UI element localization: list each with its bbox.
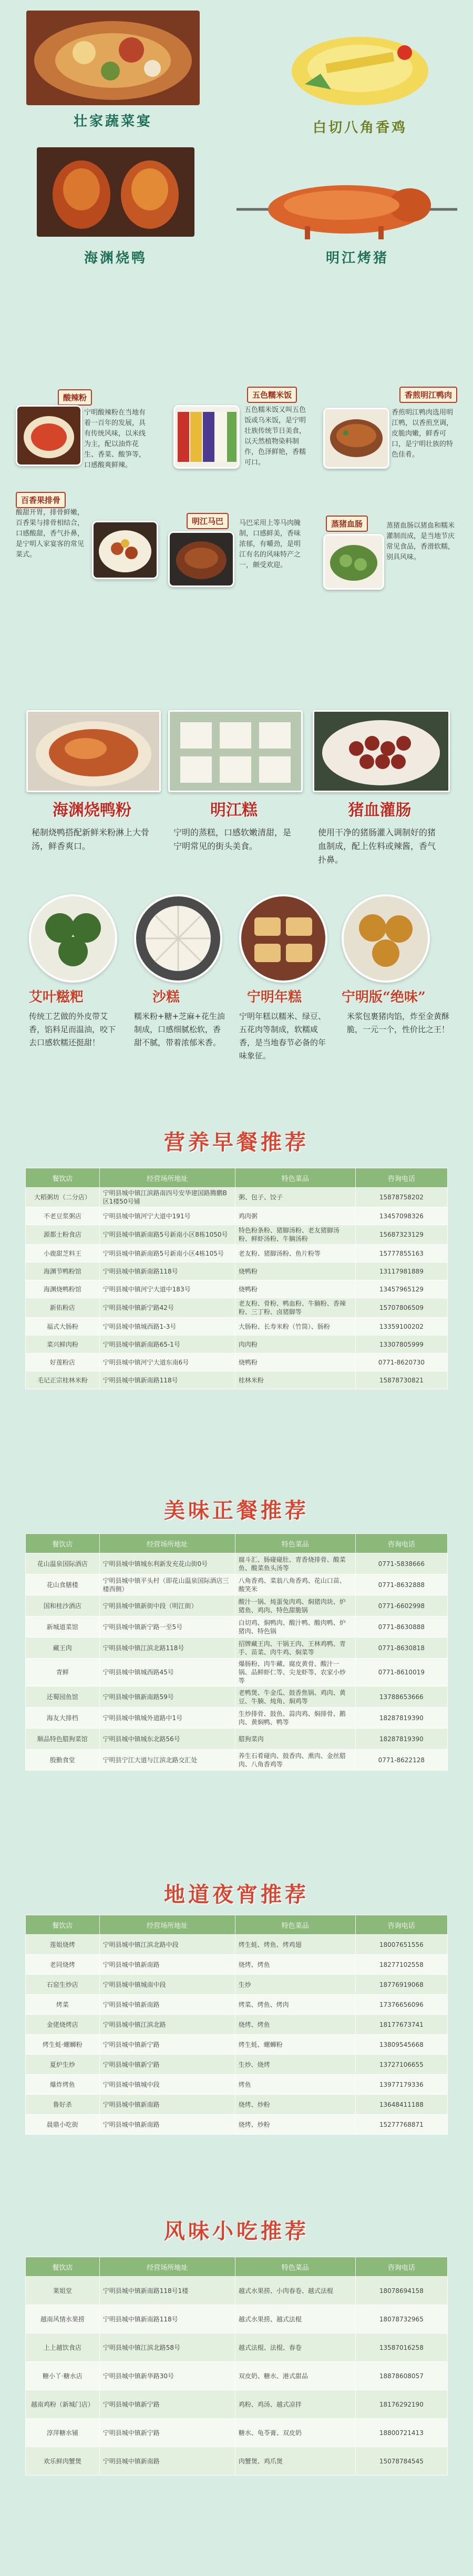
table-row [26, 1686, 448, 1708]
restaurant-dishes: 烤生蚝、烤鱼、烤鸡翅 [235, 1935, 355, 1955]
photo-roast-pig [236, 174, 457, 242]
restaurant-name: 大稻粥坊（二分店） [26, 1188, 100, 1207]
table-row [26, 1371, 448, 1389]
restaurant-address: 宁明县城中镇新宁路 [99, 2419, 235, 2447]
dish-desc: 香煎明江鸭肉选用明江鸭，以香煎烹调，皮脆肉嫩，鲜香可口，是宁明壮族的特色佳肴。 [392, 409, 454, 459]
food-desc: 传统工艺做的外皮带艾香，馅料足而温油，咬下去口感软糯还挺甜！ [29, 1012, 116, 1047]
photo-chicken [273, 21, 447, 110]
restaurant-phone: 13809545668 [355, 2035, 447, 2055]
restaurant-address: 宁明县城中镇江滨北路118号 [99, 1638, 235, 1659]
restaurant-name: 海渊烧鸭粉馆 [26, 1280, 100, 1298]
restaurant-dishes: 鸡肉粥 [235, 1207, 355, 1225]
restaurant-address: 宁明县城中镇新华路30号 [99, 2362, 235, 2390]
restaurant-name: 烤生蚝·螺蛳粉 [26, 2035, 100, 2055]
restaurant-address: 宁明县城中镇江滨路南四号安华建国路腾鹏B区1楼50号铺 [99, 1188, 235, 1207]
table-row [26, 2390, 448, 2419]
table-row [26, 2015, 448, 2035]
restaurant-dishes: 腊狗菜肉 [235, 1729, 355, 1750]
dish-caption: 海渊烧鸭 [84, 250, 147, 266]
restaurant-dishes: 烧烤、烤鱼 [235, 2015, 355, 2035]
restaurant-phone: 15878758202 [355, 1188, 447, 1207]
dish-tag: 明江马巴 [187, 513, 229, 529]
restaurant-phone: 18776919068 [355, 1975, 447, 1995]
column-header: 餐饮店 [26, 1534, 100, 1553]
restaurant-dishes: 烧鸭粉 [235, 1262, 355, 1280]
dish-desc: 蒸猪血肠以猪血和糯米灌制而成，是当地节庆常见食品，香滑软糯，别具风味。 [386, 522, 455, 561]
table-row [26, 2447, 448, 2476]
restaurant-dishes: 烧鸭粉 [235, 1280, 355, 1298]
restaurant-address: 宁明县城中镇新南路 [99, 2447, 235, 2476]
restaurant-dishes: 烤鱼 [235, 2075, 355, 2095]
restaurant-address: 宁明县城中镇新宁路42号 [99, 1298, 235, 1318]
restaurant-address: 宁明县城中镇新南路59号 [99, 1686, 235, 1708]
restaurant-dishes: 八角香鸡、菜翁八角香鸡、花山口苗、酸笑米 [235, 1574, 355, 1595]
snack-photo [26, 710, 161, 792]
column-header: 经营场所地址 [99, 1534, 235, 1553]
restaurant-phone: 17376656096 [355, 1995, 447, 2015]
restaurant-address: 宁明县城中镇江滨北路中段 [99, 1935, 235, 1955]
section-title: 美味正餐推荐 [164, 1499, 309, 1523]
restaurant-phone: 18078732965 [355, 2305, 447, 2333]
restaurant-address: 宁明县城中镇河宁大道东南6号 [99, 1353, 235, 1371]
restaurant-phone: 18176292190 [355, 2390, 447, 2419]
table-row [26, 1659, 448, 1686]
restaurant-name: 爆炸烤鱼 [26, 2075, 100, 2095]
table-row [26, 1995, 448, 2015]
restaurant-name: 殷勤食堂 [26, 1750, 100, 1771]
column-header: 咨询电话 [355, 1915, 447, 1935]
food-photo [134, 894, 222, 983]
restaurant-address: 宁明县城中镇城南中段 [99, 1975, 235, 1995]
restaurant-phone: 13457098326 [355, 1207, 447, 1225]
restaurant-dishes: 桂林米粉 [235, 1371, 355, 1389]
restaurant-address: 宁明县城中镇河宁大道中191号 [99, 1207, 235, 1225]
restaurant-name: 青鲜 [26, 1659, 100, 1686]
column-header: 经营场所地址 [99, 1915, 235, 1935]
food-title: 沙糕 [152, 989, 180, 1005]
restaurant-address: 宁明县宁江大道与江滨北路交汇处 [99, 1750, 235, 1771]
dish-caption: 白切八角香鸡 [312, 120, 407, 136]
restaurant-address: 宁明县城中镇新南路65-1号 [99, 1336, 235, 1353]
food-photo [342, 894, 430, 983]
column-header: 咨询电话 [355, 1534, 447, 1553]
snack-desc: 秘制烧鸭搭配新鲜米粉淋上大骨汤，鲜香爽口。 [32, 827, 150, 851]
table-row [26, 1617, 448, 1638]
restaurant-address: 宁明县城中镇新宁路 [99, 2035, 235, 2055]
column-header: 经营场所地址 [99, 1168, 235, 1188]
dish-thumb [168, 531, 234, 587]
restaurant-dishes: 大肠粉、长寿米粉（竹筒）、肠粉 [235, 1318, 355, 1336]
restaurant-address: 宁明县城中镇新南路118号 [99, 1262, 235, 1280]
snack-title: 猪血灌肠 [348, 801, 412, 820]
restaurant-address: 宁明县城中镇城西路1-3号 [99, 1318, 235, 1336]
dish-desc: 马巴采用上等马肉腌制，口感鲜美，香味浓郁，有嚼劲，是明江有名的风味特产之一，颇受欢迎。 [239, 519, 301, 569]
restaurant-name: 鲁好杀 [26, 2095, 100, 2115]
restaurant-name: 毛记正宗桂林米粉 [26, 1371, 100, 1389]
restaurant-address: 宁明县城中镇新南路5号新南小区8栋1050号 [99, 1225, 235, 1245]
table-row [26, 1750, 448, 1771]
dish-caption: 明江烤猪 [325, 250, 389, 266]
restaurant-name: 烤菜 [26, 1995, 100, 2015]
table-row [26, 2095, 448, 2115]
restaurant-dishes: 老友粉、猪脚汤粉、鱼片粉等 [235, 1245, 355, 1262]
dish-tag: 百香果排骨 [16, 492, 66, 508]
table-row [26, 1975, 448, 1995]
restaurant-name: 夏炉生炒 [26, 2055, 100, 2075]
restaurant-address: 宁明县城中镇平头村（即花山温泉国际酒店三楼西侧） [99, 1574, 235, 1595]
restaurant-dishes: 生炒 [235, 1975, 355, 1995]
photo-zhuangjia-feast [26, 11, 200, 105]
table-row [26, 1245, 448, 1262]
column-header: 特色菜品 [235, 2257, 355, 2277]
restaurant-name: 花山食膳楼 [26, 1574, 100, 1595]
restaurant-address: 宁明县城中镇新街中段（明江街） [99, 1595, 235, 1617]
restaurant-name: 海友大排档 [26, 1708, 100, 1729]
food-photo [239, 894, 327, 983]
restaurant-phone: 0771-8630888 [355, 1617, 447, 1638]
restaurant-address: 宁明县城中镇江滨北路 [99, 2015, 235, 2035]
dish-thumb [173, 405, 240, 469]
restaurant-phone: 0771-6602998 [355, 1595, 447, 1617]
restaurant-dishes: 肉蟹煲、鸡爪煲 [235, 2447, 355, 2476]
food-title: 宁明版“绝味” [342, 989, 426, 1005]
restaurant-name: 好莲粉店 [26, 1353, 100, 1371]
restaurant-phone: 0771-8632888 [355, 1574, 447, 1595]
restaurant-phone: 15687323129 [355, 1225, 447, 1245]
column-header: 餐饮店 [26, 1915, 100, 1935]
dinner-table [25, 1533, 448, 1771]
restaurant-name: 新佑粉店 [26, 1298, 100, 1318]
table-row [26, 1207, 448, 1225]
restaurant-name: 莱姐堂 [26, 2277, 100, 2305]
restaurant-address: 宁明县城中镇城外道路中1号 [99, 1708, 235, 1729]
restaurant-address: 宁明县城中镇新南路118号 [99, 2305, 235, 2333]
column-header: 咨询电话 [355, 1168, 447, 1188]
restaurant-address: 宁明县城中镇城西路45号 [99, 1659, 235, 1686]
dish-thumb [16, 405, 82, 466]
restaurant-name: 福式大肠粉 [26, 1318, 100, 1336]
table-row [26, 2419, 448, 2447]
table-row [26, 2115, 448, 2135]
restaurant-dishes: 老友粉、骨粉、鸭血粉、牛腩粉、香辣粉、三丁粉、卤猪脚等 [235, 1298, 355, 1318]
column-header: 餐饮店 [26, 2257, 100, 2277]
restaurant-dishes: 越式水果捞、小肉春卷、越式法棍 [235, 2277, 355, 2305]
restaurant-name: 莲姐烧烤 [26, 1935, 100, 1955]
restaurant-name: 顺品特色腊狗菜馆 [26, 1729, 100, 1750]
restaurant-phone: 15707806509 [355, 1298, 447, 1318]
restaurant-phone: 15277768871 [355, 2115, 447, 2135]
food-title: 艾叶糍粑 [29, 989, 84, 1005]
table-row [26, 2305, 448, 2333]
restaurant-phone: 13587016258 [355, 2333, 447, 2362]
restaurant-name: 糖小丫·糖水店 [26, 2362, 100, 2390]
dish-thumb [323, 408, 389, 469]
restaurant-dishes: 烤菜、烤鱼、烤肉 [235, 1995, 355, 2015]
table-row [26, 1353, 448, 1371]
table-row [26, 1638, 448, 1659]
restaurant-phone: 15878730821 [355, 1371, 447, 1389]
restaurant-dishes: 老鸭煲、牛金瓜、鼓香焦锅、鸡肉、黄豆、牛腩、炖角、焖鸡等 [235, 1686, 355, 1708]
breakfast-table [25, 1168, 448, 1389]
column-header: 特色菜品 [235, 1915, 355, 1935]
table-row [26, 1298, 448, 1318]
table-row [26, 2362, 448, 2390]
table-row [26, 1318, 448, 1336]
restaurant-dishes: 双皮奶、糖水、港式甜品 [235, 2362, 355, 2390]
restaurant-dishes: 越式法棍、法棍、春卷 [235, 2333, 355, 2362]
snack-title: 海渊烧鸭粉 [53, 801, 131, 820]
dish-desc: 宁明酸辣粉在当地有着一百年的发展，具有传统风味，以米线为主，配以油炸花生、香菜、酸笋等，口感酸爽鲜辣。 [84, 409, 146, 469]
food-photo [29, 894, 117, 983]
restaurant-address: 宁明县城中镇新南路 [99, 1995, 235, 2015]
restaurant-name: 源都士粉食店 [26, 1225, 100, 1245]
dish-thumb [92, 521, 158, 579]
restaurant-phone: 13457965129 [355, 1280, 447, 1298]
restaurant-address: 宁明县城中镇新宁路 [99, 2390, 235, 2419]
restaurant-dishes: 养生石肴碰肉、鼓香肉、熏肉、金丝腊肉、八角香鸡等 [235, 1750, 355, 1771]
dish-caption: 壮家蔬菜宴 [73, 114, 152, 129]
column-header: 餐饮店 [26, 1168, 100, 1188]
restaurant-phone: 18078694158 [355, 2277, 447, 2305]
snack-photo [313, 710, 450, 792]
restaurant-phone: 18177673741 [355, 2015, 447, 2035]
restaurant-dishes: 生炒排骨、鼓鱼、蒜肉鸡、焖排骨、鹅肉、黄焖鸭、鸭等 [235, 1708, 355, 1729]
restaurant-name: 花山温泉国际酒店 [26, 1553, 100, 1574]
restaurant-name: 老同烧烤 [26, 1955, 100, 1975]
restaurant-phone: 13727106655 [355, 2055, 447, 2075]
column-header: 特色菜品 [235, 1534, 355, 1553]
restaurant-dishes: 特色粉条粉、猪脚汤粉、老友猪脚汤粉、鲜虾汤粉、牛腩汤粉 [235, 1225, 355, 1245]
restaurant-phone: 13359100202 [355, 1318, 447, 1336]
table-row [26, 2333, 448, 2362]
restaurant-phone: 0771-8620730 [355, 1353, 447, 1371]
dish-tag: 蒸猪血肠 [326, 516, 368, 532]
restaurant-dishes: 招牌藏王肉、干锅王肉、王林鸡鸭、青手、苗菜、肉牛鸡、焖菜等 [235, 1638, 355, 1659]
dish-desc: 五色糯米饭又叫五色饭或乌米饭，是宁明壮族传统节日美食，以天然植物染料制作，色泽鲜艳，香糯可口。 [244, 406, 306, 467]
restaurant-phone: 18007651556 [355, 1935, 447, 1955]
restaurant-dishes: 烧烤、炒粉 [235, 2095, 355, 2115]
restaurant-name: 淳萍糖水铺 [26, 2419, 100, 2447]
restaurant-address: 宁明县城中镇新南路118号1楼 [99, 2277, 235, 2305]
snack-shop-table [25, 2257, 448, 2476]
dish-tag: 香煎明江鸭肉 [399, 387, 457, 403]
restaurant-phone: 0771-8630818 [355, 1638, 447, 1659]
restaurant-phone: 13788653666 [355, 1686, 447, 1708]
restaurant-phone: 0771-5838666 [355, 1553, 447, 1574]
snack-photo [168, 710, 303, 792]
restaurant-name: 菜兴鲜肉粉 [26, 1336, 100, 1353]
restaurant-name: 晨鼎小吃街 [26, 2115, 100, 2135]
restaurant-phone: 18277102558 [355, 1955, 447, 1975]
restaurant-address: 宁明县城中镇新南路5号新南小区4栋105号 [99, 1245, 235, 1262]
restaurant-phone: 13977179336 [355, 2075, 447, 2095]
restaurant-name: 国和桂沙酒店 [26, 1595, 100, 1617]
food-desc: 糯米粉+糖+芝麻+花生油制成，口感细腻松软，香甜不腻，带着浓郁米香。 [134, 1012, 225, 1047]
restaurant-name: 藏王肉 [26, 1638, 100, 1659]
restaurant-address: 宁明县城中镇新宁路一至5号 [99, 1617, 235, 1638]
column-header: 咨询电话 [355, 2257, 447, 2277]
restaurant-address: 宁明县城中镇城中段 [99, 2075, 235, 2095]
restaurant-name: 越南风情水果捞 [26, 2305, 100, 2333]
photo-roast-duck [37, 147, 194, 237]
restaurant-phone: 13117981889 [355, 1262, 447, 1280]
restaurant-phone: 0771-8610019 [355, 1659, 447, 1686]
table-row [26, 1336, 448, 1353]
snack-title: 明江糕 [210, 801, 258, 820]
restaurant-dishes: 爆肠粉、肉牛藏、腐皮黄骨、酸汁一锅、品鲜虾仁等、尖龙虾等、农家小炒等 [235, 1659, 355, 1686]
column-header: 特色菜品 [235, 1168, 355, 1188]
table-row [26, 1188, 448, 1207]
restaurant-name: 海渊节鸭粉馆 [26, 1262, 100, 1280]
restaurant-dishes: 生炒、烧烤 [235, 2055, 355, 2075]
restaurant-phone: 18800721413 [355, 2419, 447, 2447]
table-row [26, 1262, 448, 1280]
restaurant-address: 宁明县城中镇江滨北路58号 [99, 2333, 235, 2362]
restaurant-phone: 13307805999 [355, 1336, 447, 1353]
restaurant-name: 上上越饮食店 [26, 2333, 100, 2362]
restaurant-phone: 18287819390 [355, 1708, 447, 1729]
restaurant-dishes: 烧鸭粉 [235, 1353, 355, 1371]
table-row [26, 1595, 448, 1617]
restaurant-phone: 15078784545 [355, 2447, 447, 2476]
restaurant-address: 宁明县城中镇新南路118号 [99, 1371, 235, 1389]
restaurant-phone: 13648411188 [355, 2095, 447, 2115]
restaurant-dishes: 烤生蚝、螺蛳粉 [235, 2035, 355, 2055]
table-row [26, 2055, 448, 2075]
table-row [26, 1708, 448, 1729]
table-row [26, 1553, 448, 1574]
table-row [26, 2035, 448, 2055]
table-row [26, 2277, 448, 2305]
restaurant-name: 小鹿甜芝料王 [26, 1245, 100, 1262]
dish-thumb [323, 534, 384, 590]
table-row [26, 2075, 448, 2095]
restaurant-dishes: 白切鸡、焖鸭肉、酸汁鸭、酸肉鸭、炉猪肉、特色锅 [235, 1617, 355, 1638]
table-row [26, 1280, 448, 1298]
restaurant-phone: 0771-8622128 [355, 1750, 447, 1771]
food-desc: 宁明年糕以糯米、绿豆、五花肉等制成，软糯咸香，是当地春节必备的年味象征。 [239, 1012, 326, 1060]
restaurant-name: 越南鸡粉（新城门店） [26, 2390, 100, 2419]
restaurant-dishes: 越式水果捞、越式法棍 [235, 2305, 355, 2333]
restaurant-address: 宁明县城中镇河宁大道中183号 [99, 1280, 235, 1298]
restaurant-dishes: 鸡粉、鸡汤、越式凉拌 [235, 2390, 355, 2419]
table-row [26, 1955, 448, 1975]
restaurant-name: 还蜀园鱼馆 [26, 1686, 100, 1708]
restaurant-phone: 18878608057 [355, 2362, 447, 2390]
restaurant-name: 欢乐鲜肉蟹煲 [26, 2447, 100, 2476]
table-row [26, 1935, 448, 1955]
section-title: 地道夜宵推荐 [164, 1883, 309, 1907]
dish-tag: 酸辣粉 [58, 389, 92, 406]
food-title: 宁明年糕 [247, 989, 302, 1005]
table-row [26, 1729, 448, 1750]
restaurant-dishes: 肉肉粉 [235, 1336, 355, 1353]
restaurant-address: 宁明县城中镇新南路 [99, 2115, 235, 2135]
restaurant-dishes: 粥、包子、饺子 [235, 1188, 355, 1207]
dish-desc: 酸甜开胃，排骨鲜嫩，百香果与排骨相结合，口感酸甜，香气扑鼻，是宁明人家宴客的常见菜式。 [16, 509, 85, 559]
restaurant-dishes: 腐斗汇、肠碰碰肚、青香烧排骨、酸菜鱼、酸菜鱼头汤等 [235, 1553, 355, 1574]
food-desc: 米浆包裹猪肉馅，炸至金黄酥脆，一元一个，性价比之王！ [347, 1012, 450, 1034]
column-header: 经营场所地址 [99, 2257, 235, 2277]
restaurant-address: 宁明县城中镇新南路 [99, 2095, 235, 2115]
restaurant-phone: 15777855163 [355, 1245, 447, 1262]
snack-desc: 使用干净的猪肠灌入调制好的猪血制成，配上佐料或辣酱，香气扑鼻。 [318, 827, 436, 865]
restaurant-dishes: 烧烤、炒粉 [235, 2115, 355, 2135]
restaurant-dishes: 酸汁一锅、炖蛋兔肉鸡、焖猪肉块、炉猪鱼、鸡肉、特色甜脆锅 [235, 1595, 355, 1617]
restaurant-name: 石窑生炒店 [26, 1975, 100, 1995]
restaurant-phone: 18287819390 [355, 1729, 447, 1750]
dish-tag: 五色糯米饭 [247, 387, 297, 403]
section-title: 风味小吃推荐 [164, 2219, 309, 2244]
restaurant-name: 金佬烧烤店 [26, 2015, 100, 2035]
restaurant-address: 宁明县城中镇新南路 [99, 1955, 235, 1975]
restaurant-dishes: 烧烤、烤鱼 [235, 1955, 355, 1975]
restaurant-name: 不老豆浆粥店 [26, 1207, 100, 1225]
night-snack-table [25, 1915, 448, 2135]
section-title: 营养早餐推荐 [164, 1130, 309, 1155]
restaurant-address: 宁明县城中镇新宁路 [99, 2055, 235, 2075]
snack-desc: 宁明的蒸糕，口感软嫩清甜，是宁明常见的街头美食。 [173, 827, 292, 851]
restaurant-name: 新城道菜馆 [26, 1617, 100, 1638]
table-row [26, 1225, 448, 1245]
table-row [26, 1574, 448, 1595]
restaurant-address: 宁明县城中镇城东北路56号 [99, 1729, 235, 1750]
restaurant-address: 宁明县城中镇城东利新发充花山街0号 [99, 1553, 235, 1574]
restaurant-dishes: 糖水、龟苓膏、双皮奶 [235, 2419, 355, 2447]
